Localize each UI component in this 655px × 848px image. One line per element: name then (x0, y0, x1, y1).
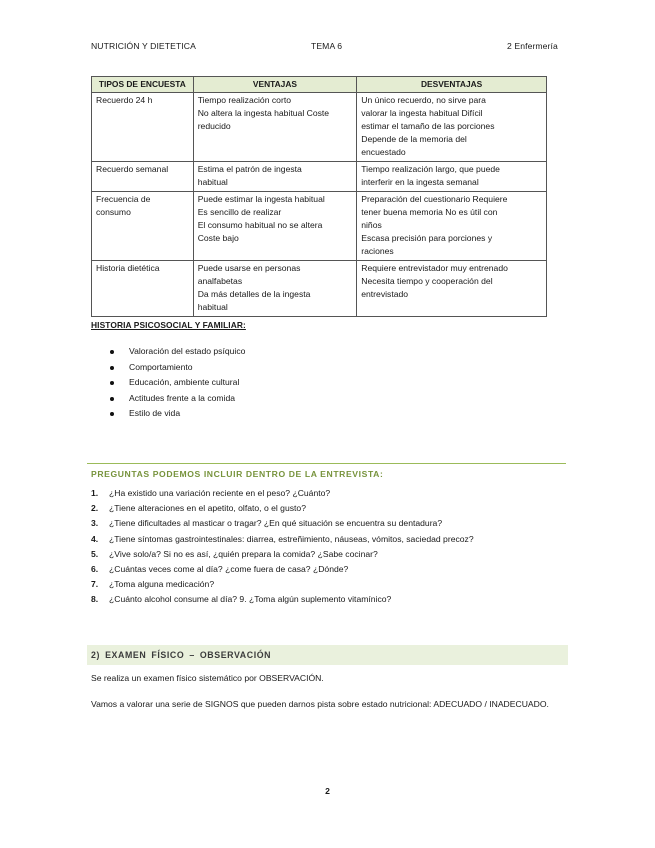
list-item: Estilo de vida (110, 406, 245, 422)
cell-line: niños (361, 220, 382, 230)
list-item: Valoración del estado psíquico (110, 344, 245, 360)
cell-line: estimar el tamaño de las porciones (361, 121, 495, 131)
cell-line: El consumo habitual no se altera (197, 220, 323, 230)
examen-paragraph-1: Se realiza un examen físico sistemático por OBSERVACIÓN. (91, 673, 324, 683)
survey-types-table (91, 76, 547, 317)
cell-line: Historia dietética (96, 263, 160, 273)
item-number: 6. (91, 563, 99, 574)
item-number: 4. (91, 533, 99, 544)
list-item (91, 532, 474, 547)
table-cell-desventajas (357, 192, 547, 261)
table-cell-desventajas (357, 162, 547, 192)
item-number: 1. (91, 488, 99, 498)
list-item: Educación, ambiente cultural (110, 375, 245, 391)
preguntas-heading: PREGUNTAS PODEMOS INCLUIR DENTRO DE LA ENTREVISTA: (91, 469, 384, 479)
item-text: ¿Toma alguna medicación? (109, 579, 215, 590)
item-text: ¿Cuántas veces come al día? ¿come fuera de casa? ¿Dónde? (109, 563, 349, 574)
table-cell-desventajas (357, 93, 547, 162)
item-text: ¿Cuánto alcohol consume al día? 9. ¿Toma algún suplemento vitamínico? (109, 594, 392, 605)
cell-line: encuestado (361, 147, 406, 157)
list-item: Actitudes frente a la comida (110, 391, 245, 407)
item-text: ¿Tiene alteraciones en el apetito, olfato, o el gusto? (109, 503, 306, 514)
table-cell-ventajas (193, 162, 357, 192)
cell-line: analfabetas (197, 276, 243, 286)
cell-line: entrevistado (361, 289, 409, 299)
table-cell-ventajas (193, 192, 357, 261)
list-item (91, 562, 474, 577)
table-row (92, 261, 547, 317)
cell-line: raciones (361, 246, 394, 256)
cell-line: reducido (197, 121, 231, 131)
cell-line: Puede estimar la ingesta habitual (197, 194, 325, 204)
item-text: ¿Vive solo/a? Si no es así, ¿quién prepara la comida? ¿Sabe cocinar? (109, 548, 378, 559)
table-header-cell: DESVENTAJAS (357, 77, 547, 93)
cell-line: Es sencillo de realizar (197, 207, 282, 217)
cell-line: habitual (197, 177, 228, 187)
list-item (91, 516, 474, 531)
cell-line: Recuerdo semanal (96, 164, 169, 174)
cell-line: Escasa precisión para porciones y (361, 233, 493, 243)
list-item (91, 501, 474, 516)
item-text: ¿Tiene síntomas gastrointestinales: diarrea, estreñimiento, náuseas, vómitos, saciedad precoz? (109, 533, 474, 544)
psicosocial-list (110, 344, 245, 422)
cell-line: Puede usarse en personas (197, 263, 301, 273)
cell-line: Necesita tiempo y cooperación del (361, 276, 493, 286)
table-header-cell: TIPOS DE ENCUESTA (92, 77, 194, 93)
cell-line: Tiempo realización corto (197, 95, 291, 105)
list-item (91, 592, 474, 607)
cell-line: Requiere entrevistador muy entrenado (361, 263, 508, 273)
cell-line: Estima el patrón de ingesta (197, 164, 302, 174)
cell-line: Preparación del cuestionario Requiere (361, 194, 508, 204)
list-item (91, 486, 474, 501)
item-text: ¿Tiene dificultades al masticar o tragar? ¿En qué situación se encuentra su dentadura? (109, 518, 443, 529)
psicosocial-heading: HISTORIA PSICOSOCIAL Y FAMILIAR: (91, 320, 246, 330)
cell-line: Depende de la memoria del (361, 134, 467, 144)
cell-line: habitual (197, 302, 228, 312)
table-header-cell: VENTAJAS (193, 77, 357, 93)
cell-line: Da más detalles de la ingesta (197, 289, 311, 299)
cell-line: Tiempo realización largo, que puede (361, 164, 500, 174)
list-item (91, 547, 474, 562)
list-item: Comportamiento (110, 360, 245, 376)
page-number: 2 (325, 786, 330, 796)
table-row (92, 192, 547, 261)
table-cell-desventajas (357, 261, 547, 317)
header-topic: TEMA 6 (311, 41, 343, 51)
item-text: ¿Ha existido una variación reciente en el peso? ¿Cuánto? (109, 488, 331, 498)
examen-paragraph-2: Vamos a valorar una serie de SIGNOS que pueden darnos pista sobre estado nutricional: ADECUADO / INADECUADO. (91, 699, 549, 709)
cell-line: Coste bajo (197, 233, 239, 243)
cell-line: interferir en la ingesta semanal (361, 177, 479, 187)
item-number: 8. (91, 594, 99, 605)
table-row (92, 162, 547, 192)
table-header-row (92, 77, 547, 93)
table-cell-type (92, 93, 194, 162)
header-subject: NUTRICIÓN Y DIETETICA (91, 41, 196, 51)
cell-line: tener buena memoria No es útil con (361, 207, 498, 217)
table-cell-type (92, 192, 194, 261)
cell-line: valorar la ingesta habitual Difícil (361, 108, 483, 118)
examen-heading: 2) EXAMEN FÍSICO – OBSERVACIÓN (91, 650, 272, 660)
table-row (92, 93, 547, 162)
cell-line: Recuerdo 24 h (96, 95, 153, 105)
header-course: 2 Enfermería (507, 41, 558, 51)
cell-line: Frecuencia de (96, 194, 151, 204)
item-number: 7. (91, 579, 99, 590)
table-cell-type (92, 261, 194, 317)
preguntas-list (91, 486, 474, 608)
cell-line: No altera la ingesta habitual Coste (197, 108, 330, 118)
cell-line: Un único recuerdo, no sirve para (361, 95, 486, 105)
cell-line: consumo (96, 207, 131, 217)
list-item (91, 577, 474, 592)
item-number: 2. (91, 503, 99, 514)
item-number: 5. (91, 548, 99, 559)
section-divider (87, 463, 566, 464)
table-cell-ventajas (193, 261, 357, 317)
item-number: 3. (91, 518, 99, 529)
table-cell-ventajas (193, 93, 357, 162)
table-cell-type (92, 162, 194, 192)
